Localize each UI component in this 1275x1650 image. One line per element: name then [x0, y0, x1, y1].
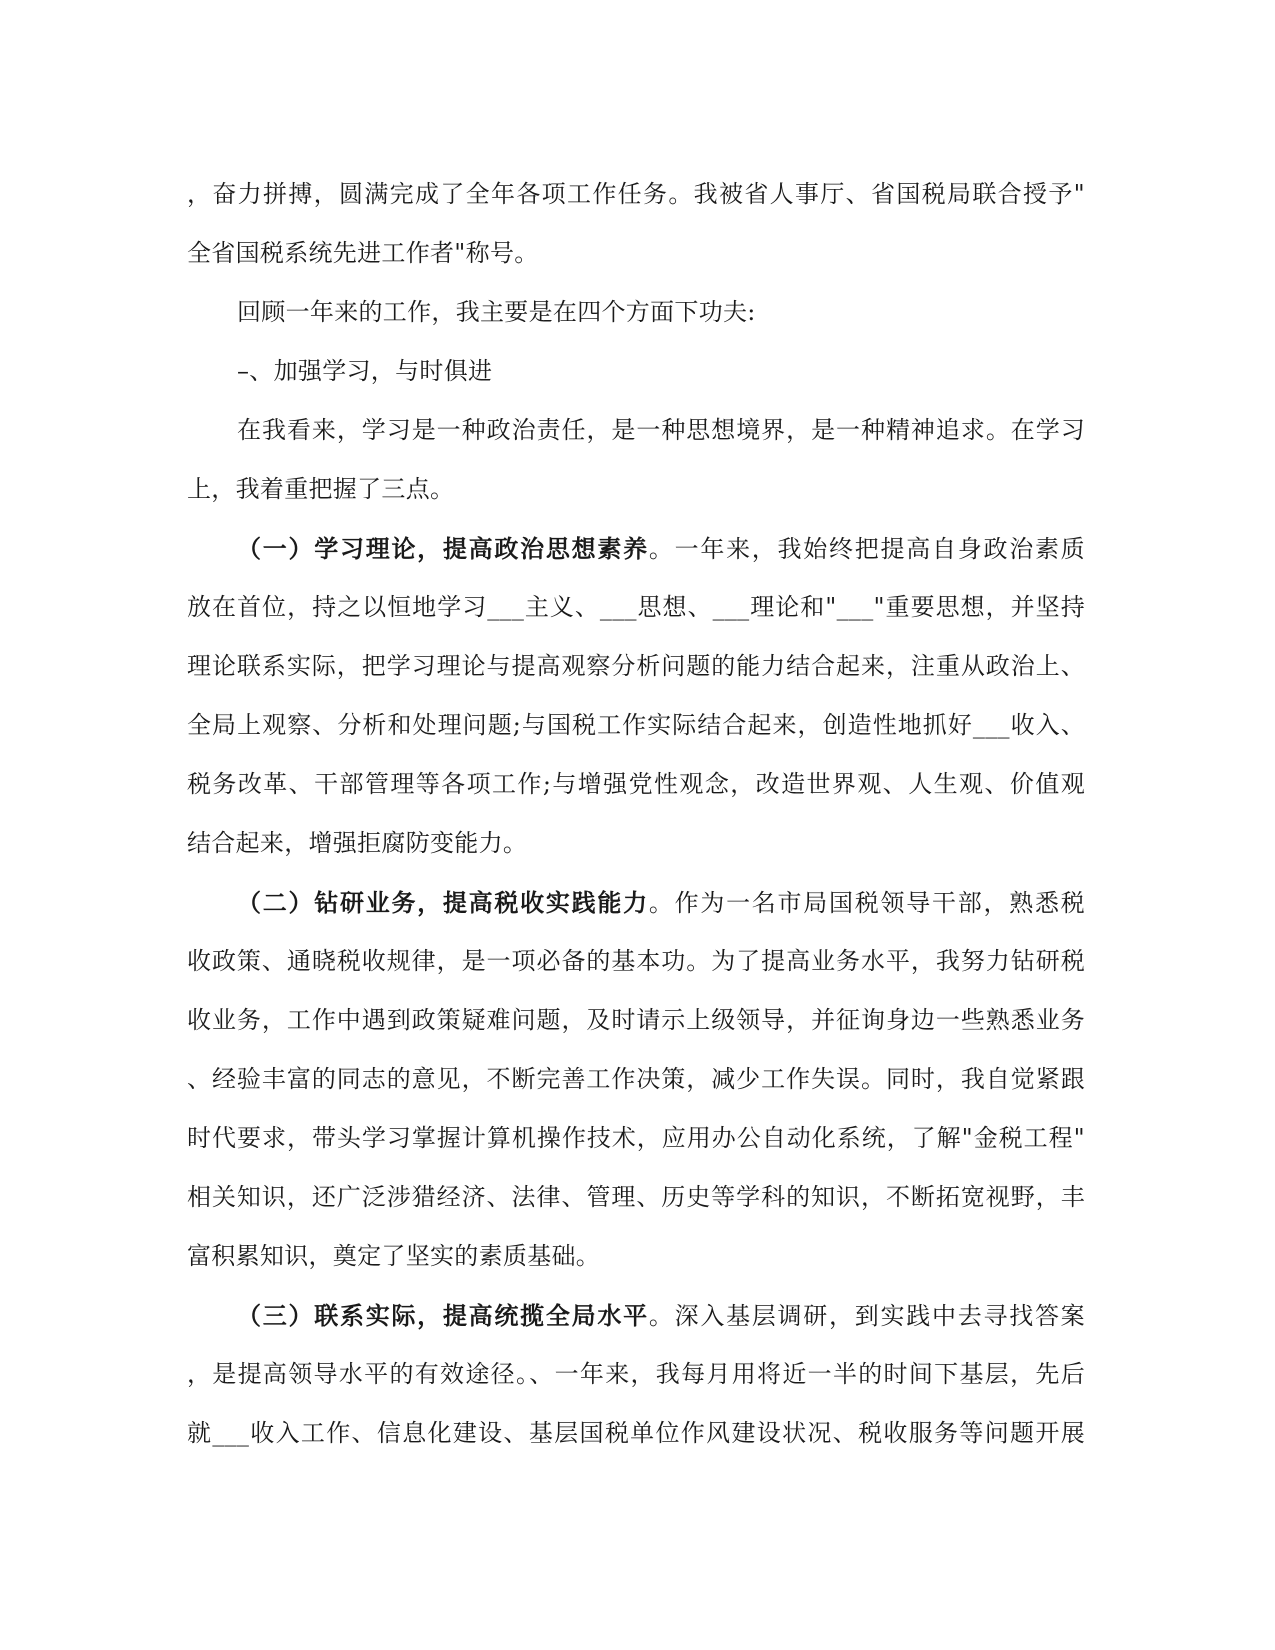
text-line: 理论联系实际，把学习理论与提高观察分析问题的能力结合起来，注重从政治上、 — [187, 652, 1085, 680]
subsection-heading: （二）钻研业务，提高税收实践能力 — [237, 888, 649, 917]
text-line: 放在首位，持之以恒地学习___主义、___思想、___理论和"___"重要思想，并坚持 — [187, 593, 1085, 621]
subsection-heading: （三）联系实际，提高统揽全局水平 — [237, 1301, 649, 1330]
text-line: 全局上观察、分析和处理问题;与国税工作实际结合起来，创造性地抓好___收入、 — [187, 711, 1085, 739]
text-line: 收政策、通晓税收规律，是一项必备的基本功。为了提高业务水平，我努力钻研税 — [187, 947, 1085, 975]
text-line: 收业务，工作中遇到政策疑难问题，及时请示上级领导，并征询身边一些熟悉业务 — [187, 1006, 1085, 1034]
text-line: ，奋力拼搏，圆满完成了全年各项工作任务。我被省人事厅、省国税局联合授予" — [187, 180, 1085, 208]
text-line: 回顾一年来的工作，我主要是在四个方面下功夫: — [237, 298, 756, 326]
text-line: 相关知识，还广泛涉猎经济、法律、管理、历史等学科的知识，不断拓宽视野，丰 — [187, 1183, 1085, 1211]
text-line: ，是提高领导水平的有效途径。、一年来，我每月用将近一半的时间下基层，先后 — [187, 1360, 1085, 1388]
subsection-lead: 。一年来，我始终把提高自身政治素质 — [648, 535, 1085, 563]
text-line: 全省国税系统先进工作者"称号。 — [187, 239, 539, 267]
section-heading: –、加强学习，与时俱进 — [237, 357, 493, 385]
text-line: 时代要求，带头学习掌握计算机操作技术，应用办公自动化系统，了解"金税工程" — [187, 1124, 1085, 1152]
document-page — [187, 165, 1085, 1463]
text-line: 税务改革、干部管理等各项工作;与增强党性观念，改造世界观、人生观、价值观 — [187, 770, 1085, 798]
text-line: 上，我着重把握了三点。 — [187, 475, 455, 503]
text-line: 富积累知识，奠定了坚实的素质基础。 — [187, 1242, 601, 1270]
subsection-lead: 。作为一名市局国税领导干部，熟悉税 — [648, 889, 1085, 917]
text-line: 结合起来，增强拒腐防变能力。 — [187, 829, 528, 857]
subsection-lead: 。深入基层调研，到实践中去寻找答案 — [648, 1302, 1085, 1330]
subsection-line — [187, 873, 1085, 932]
subsection-line — [187, 519, 1085, 578]
text-line: 在我看来，学习是一种政治责任，是一种思想境界，是一种精神追求。在学习 — [237, 416, 1085, 444]
subsection-line — [187, 1286, 1085, 1345]
subsection-heading: （一）学习理论，提高政治思想素养 — [237, 534, 649, 563]
text-line: 、经验丰富的同志的意见，不断完善工作决策，减少工作失误。同时，我自觉紧跟 — [187, 1065, 1085, 1093]
text-line: 就___收入工作、信息化建设、基层国税单位作风建设状况、税收服务等问题开展 — [187, 1419, 1085, 1447]
